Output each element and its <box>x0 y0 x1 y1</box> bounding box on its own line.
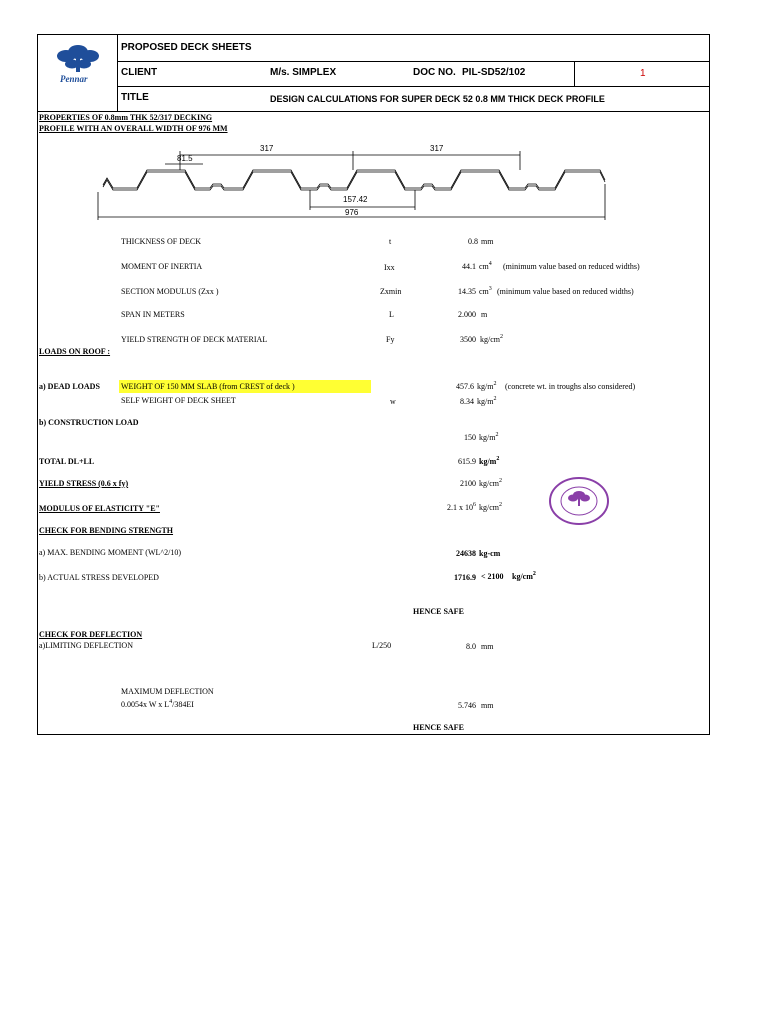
yield-stress-value: 2100 <box>460 479 476 488</box>
limiting-deflection-value: 8.0 <box>466 642 476 651</box>
self-weight-label: SELF WEIGHT OF DECK SHEET <box>121 396 236 405</box>
header-row2-line <box>117 86 710 87</box>
total-load-unit: $kg/m^2$ <box>479 456 500 466</box>
property-value: 14.35 <box>458 287 476 296</box>
elastic-modulus-unit: $kg/cm^2$ <box>479 502 502 512</box>
construction-load-unit: $kg/m^2$ <box>479 432 499 442</box>
property-symbol: L <box>389 310 394 319</box>
dead-loads-label: a) DEAD LOADS <box>39 382 100 391</box>
property-symbol: t <box>389 237 392 246</box>
property-value: 44.1 <box>462 262 476 271</box>
actual-stress-unit: $kg/cm^2$ <box>512 571 536 581</box>
property-unit: $cm^3$ <box>479 286 492 296</box>
deflection-result: HENCE SAFE <box>413 723 464 732</box>
frame-right <box>709 34 710 735</box>
total-load-value: 615.9 <box>458 457 476 466</box>
property-value: 3500 <box>460 335 476 344</box>
max-deflection-label: MAXIMUM DEFLECTION <box>121 687 214 696</box>
yield-stress-unit: $kg/cm^2$ <box>479 478 502 488</box>
dim-976: 976 <box>345 208 359 217</box>
slab-weight-note: (concrete wt. in troughs also considered) <box>505 382 636 391</box>
self-weight-value: 8.34 <box>460 397 474 406</box>
bending-moment-value: 24638 <box>456 549 476 558</box>
client-value: M/s. SIMPLEX <box>270 67 337 78</box>
dim-317-a: 317 <box>260 144 274 153</box>
property-symbol: Zxmin <box>380 287 402 296</box>
loads-heading: LOADS ON ROOF : <box>39 347 111 356</box>
revision-number: 1 <box>640 68 646 79</box>
header-bottom-line <box>37 111 710 112</box>
actual-stress-compare: < 2100 <box>481 572 504 581</box>
deflection-heading: CHECK FOR DEFLECTION <box>39 630 143 639</box>
slab-weight-unit: $kg/m^2$ <box>477 381 497 391</box>
property-label: SPAN IN METERS <box>121 310 185 319</box>
dim-81-5: 81.5 <box>177 154 193 163</box>
logo-text: Pennar <box>60 74 88 84</box>
total-load-label: TOTAL DL+LL <box>39 457 95 466</box>
title-value: DESIGN CALCULATIONS FOR SUPER DECK 52 0.8 MM THICK DECK PROFILE <box>270 94 605 104</box>
client-label: CLIENT <box>121 67 158 78</box>
property-symbol: Fy <box>386 335 395 344</box>
elastic-modulus-label: MODULUS OF ELASTICITY "E" <box>39 504 160 513</box>
bending-moment-label: a) MAX. BENDING MOMENT (WL^2/10) <box>39 548 182 557</box>
property-label: THICKNESS OF DECK <box>121 237 202 246</box>
header-rev-divider <box>574 61 575 86</box>
self-weight-unit: $kg/m^2$ <box>477 396 497 406</box>
frame-top <box>37 34 710 35</box>
stamp-seal-icon <box>548 476 610 526</box>
property-unit: $kg/cm^2$ <box>480 334 503 344</box>
yield-stress-label: YIELD STRESS (0.6 x fy) <box>39 479 129 488</box>
property-unit: $cm^4$ <box>479 261 492 271</box>
limiting-deflection-unit: mm <box>481 642 494 651</box>
project-label: PROPOSED DECK SHEETS <box>121 42 252 53</box>
deck-profile-drawing <box>95 140 615 220</box>
slab-weight-label: WEIGHT OF 150 MM SLAB (from CREST of deck ) <box>119 380 371 393</box>
limiting-deflection-label: a)LIMITING DEFLECTION <box>39 641 133 650</box>
elastic-modulus-value: 2.1 x $10^6$ <box>447 502 476 512</box>
slab-weight-value: 457.6 <box>456 382 474 391</box>
actual-stress-value: 1716.9 <box>454 573 476 582</box>
profile-heading-2: PROFILE WITH AN OVERALL WIDTH OF 976 MM <box>39 124 228 133</box>
property-value: 0.8 <box>468 237 478 246</box>
property-label: YIELD STRENGTH OF DECK MATERIAL <box>121 335 268 344</box>
max-deflection-formula: 0.0054x W x $L^4/384EI$ <box>121 699 194 709</box>
frame-bottom <box>37 734 710 735</box>
header-row1-line <box>117 61 710 62</box>
bending-result: HENCE SAFE <box>413 607 464 616</box>
pennar-logo <box>46 40 110 88</box>
max-deflection-value: 5.746 <box>458 701 476 710</box>
limiting-deflection-symbol: L/250 <box>372 641 392 650</box>
bending-moment-unit: kg-cm <box>479 549 501 558</box>
doc-no-value: PIL-SD52/102 <box>462 67 526 78</box>
property-symbol: Ixx <box>384 263 395 272</box>
construction-load-label: b) CONSTRUCTION LOAD <box>39 418 139 427</box>
property-value: 2.000 <box>458 310 476 319</box>
dim-317-b: 317 <box>430 144 444 153</box>
property-unit: m <box>481 310 488 319</box>
property-note: (minimum value based on reduced widths) <box>503 262 640 271</box>
title-label: TITLE <box>121 92 149 103</box>
profile-heading-1: PROPERTIES OF 0.8mm THK 52/317 DECKING <box>39 113 213 122</box>
max-deflection-unit: mm <box>481 701 494 710</box>
company-stamp <box>548 476 610 526</box>
doc-no-label: DOC NO. <box>413 67 456 78</box>
property-unit: mm <box>481 237 494 246</box>
property-label: SECTION MODULUS (Zxx ) <box>121 287 219 296</box>
property-note: (minimum value based on reduced widths) <box>497 287 634 296</box>
dim-157-42: 157.42 <box>343 195 368 204</box>
frame-left <box>37 34 38 735</box>
bending-heading: CHECK FOR BENDING STRENGTH <box>39 526 174 535</box>
actual-stress-label: b) ACTUAL STRESS DEVELOPED <box>39 573 159 582</box>
property-label: MOMENT OF INERTIA <box>121 262 203 271</box>
self-weight-symbol: w <box>390 397 396 406</box>
header-divider-logo <box>117 34 118 111</box>
construction-load-value: 150 <box>464 433 476 442</box>
